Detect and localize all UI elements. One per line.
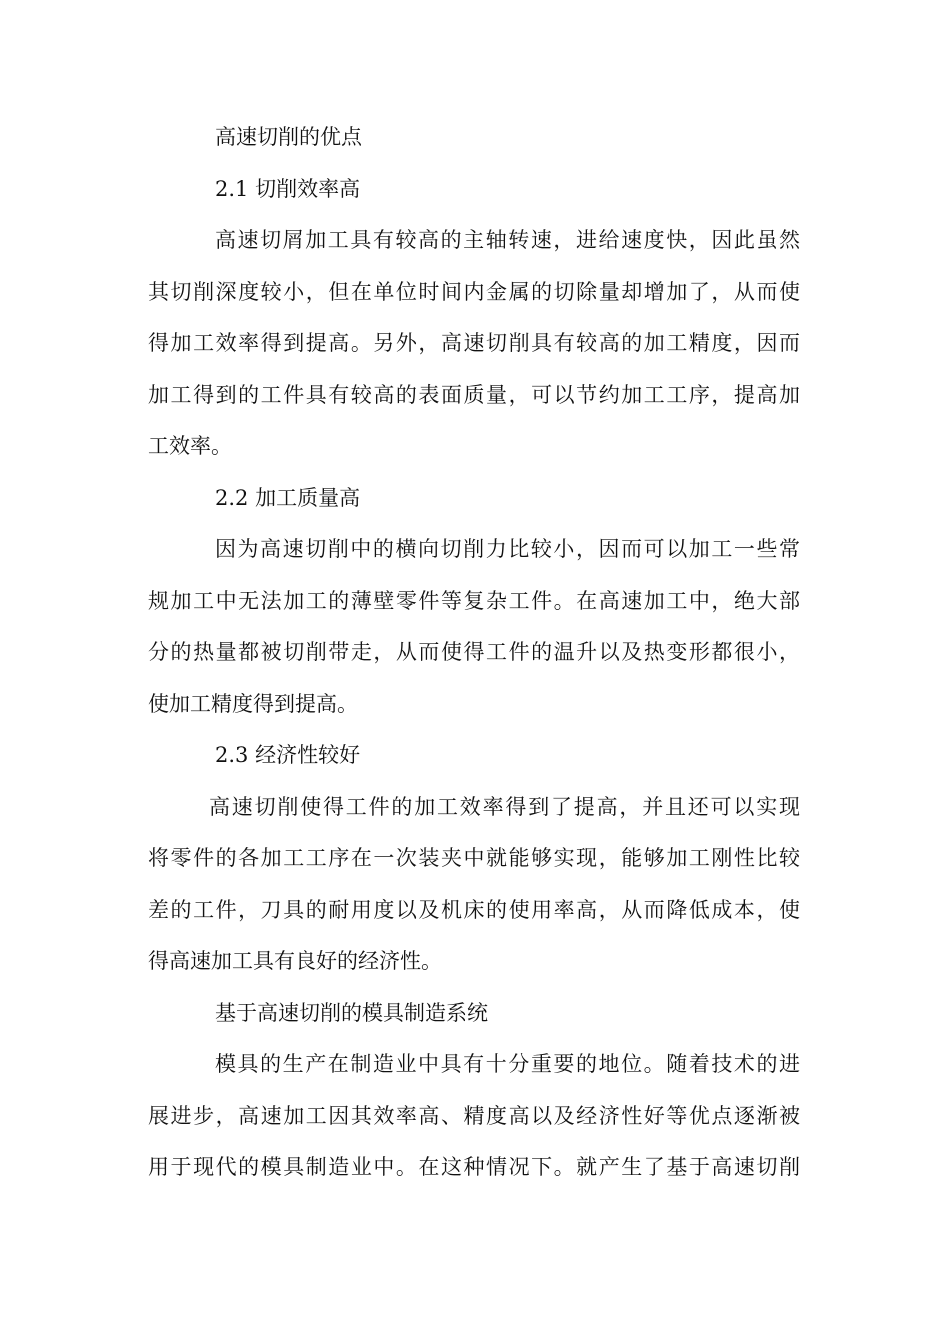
paragraph-line: 模具的生产在制造业中具有十分重要的地位。随着技术的进 bbox=[215, 1052, 800, 1076]
paragraph-line: 高速切削使得工件的加工效率得到了提高，并且还可以实现 bbox=[209, 794, 800, 819]
paragraph-line: 因为高速切削中的横向切削力比较小，因而可以加工一些常 bbox=[215, 537, 800, 561]
paragraph-line: 其切削深度较小，但在单位时间内金属的切除量却增加了，从而使 bbox=[148, 279, 800, 304]
paragraph-line: 规加工中无法加工的薄壁零件等复杂工件。在高速加工中，绝大部 bbox=[148, 588, 800, 613]
section-title-2-1: 2.1 切削效率高 bbox=[215, 176, 361, 201]
section-heading-advantages: 高速切削的优点 bbox=[215, 125, 362, 149]
paragraph-line: 展进步，高速加工因其效率高、精度高以及经济性好等优点逐渐被 bbox=[148, 1103, 800, 1128]
paragraph-line: 分的热量都被切削带走，从而使得工件的温升以及热变形都很小， bbox=[148, 640, 800, 664]
paragraph-line: 得加工效率得到提高。另外，高速切削具有较高的加工精度，因而 bbox=[148, 331, 800, 355]
section-title-2-3: 2.3 经济性较好 bbox=[215, 743, 361, 767]
paragraph-line: 高速切屑加工具有较高的主轴转速，进给速度快，因此虽然 bbox=[215, 228, 800, 252]
section-heading-system: 基于高速切削的模具制造系统 bbox=[215, 1000, 488, 1025]
paragraph-line: 将零件的各加工工序在一次装夹中就能够实现，能够加工刚性比较 bbox=[148, 846, 800, 870]
section-title-2-2: 2.2 加工质量高 bbox=[215, 485, 361, 510]
paragraph-line: 工效率。 bbox=[148, 434, 232, 458]
document-body bbox=[148, 112, 800, 1194]
paragraph-line: 使加工精度得到提高。 bbox=[148, 691, 358, 716]
paragraph-line: 得高速加工具有良好的经济性。 bbox=[148, 949, 442, 973]
paragraph-line: 差的工件，刀具的耐用度以及机床的使用率高，从而降低成本，使 bbox=[148, 897, 800, 922]
paragraph-line: 用于现代的模具制造业中。在这种情况下。就产生了基于高速切削 bbox=[148, 1155, 800, 1179]
paragraph-line: 加工得到的工件具有较高的表面质量，可以节约加工工序，提高加 bbox=[148, 382, 800, 407]
